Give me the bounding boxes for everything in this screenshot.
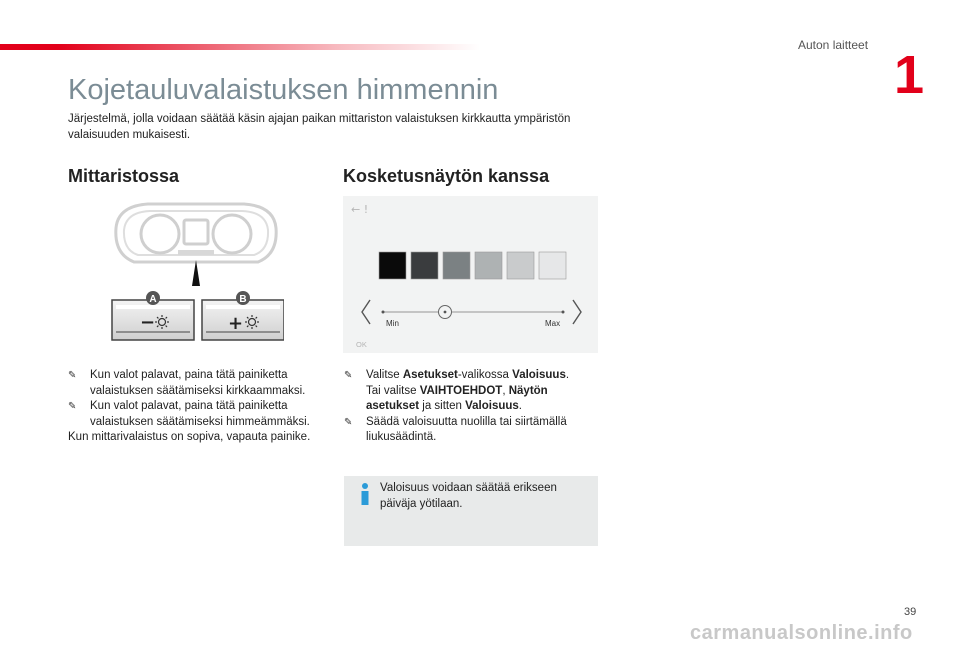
info-icon (356, 482, 374, 506)
left-instructions (68, 368, 330, 430)
svg-text:Max: Max (545, 319, 561, 328)
list-item: ✎ Kun valot palavat, paina tätä painiketta valaistuksen säätämiseksi himmeämmäksi. (68, 400, 310, 428)
list-item: ✎ Kun valot palavat, paina tätä painiketta valaistuksen säätämiseksi kirkkaammaksi. (68, 369, 306, 397)
plus-icon: + (228, 313, 244, 334)
minus-icon: − (140, 312, 156, 333)
brightness-swatch[interactable] (539, 252, 566, 279)
heading-touchscreen: Kosketusnäytön kanssa (343, 166, 550, 186)
header-accent-bar (0, 44, 480, 50)
info-box (344, 476, 598, 546)
brightness-swatch[interactable] (379, 252, 406, 279)
page-title: Kojetauluvalaistuksen himmennin (68, 74, 499, 106)
list-item: ✎ Valitse Asetukset-valikossa Valoisuus. Tai valitse VAIHTOEHDOT, Näytön asetukset ja sitten Valoisuus. (344, 369, 570, 412)
svg-text:OK: OK (356, 340, 367, 349)
list-item: ✎ Säädä valoisuutta nuolilla tai siirtämällä liukusäädintä. (344, 415, 567, 443)
brightness-swatch[interactable] (443, 252, 470, 279)
brightness-swatch[interactable] (411, 252, 438, 279)
right-instructions (344, 368, 596, 446)
svg-text:Min: Min (386, 319, 399, 328)
heading-instrument-panel: Mittaristossa (68, 166, 180, 186)
chapter-number: 1 (894, 45, 925, 105)
watermark: carmanualsonline.info (690, 622, 913, 644)
section-name: Auton laitteet (798, 38, 869, 52)
instrument-cluster-figure (108, 198, 284, 344)
intro-text: Järjestelmä, jolla voidaan säätää käsin ajajan paikan mittariston valaistuksen kirkkautta ympäristön valaisuuden mukaisesti. (68, 113, 571, 141)
back-arrow-icon: ← ! (351, 203, 369, 216)
svg-text:A: A (149, 294, 157, 305)
brightness-swatch[interactable] (507, 252, 534, 279)
closing-text: Kun mittarivalaistus on sopiva, vapauta painike. (68, 431, 311, 443)
info-text: Valoisuus voidaan säätää erikseen päiväja yötilaan. (380, 482, 557, 510)
svg-text:B: B (239, 294, 247, 305)
slider-thumb (439, 306, 452, 319)
page-number: 39 (904, 606, 917, 618)
touchscreen-figure (343, 196, 598, 353)
brightness-swatch[interactable] (475, 252, 502, 279)
pointer-arrow (192, 260, 200, 286)
